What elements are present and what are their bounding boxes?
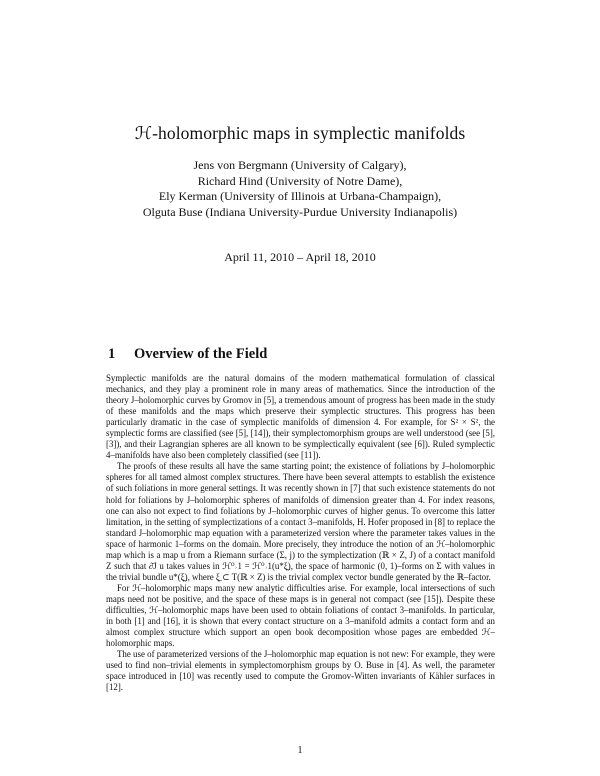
author-line: Ely Kerman (University of Illinois at Urbana-Champaign), bbox=[158, 189, 442, 203]
paragraph: The use of parameterized versions of the J–holomorphic map equation is not new: For example, they were used to find non–trivial elements in symplectomorphism groups by O. Buse in [4]. As well, the parameter space introduced in [10] was recently used to compute the Gromov-Witten invariants of Kähler surfaces in [12]. bbox=[106, 649, 495, 693]
author-line: Jens von Bergmann (University of Calgary), bbox=[193, 158, 407, 172]
section-title: Overview of the Field bbox=[134, 346, 268, 362]
author-line: Olguta Buse (Indiana University-Purdue University Indianapolis) bbox=[142, 204, 458, 219]
paragraph: Symplectic manifolds are the natural domains of the modern mathematical formulation of classical mechanics, and they play a prominent role in many areas of mathematics. Since the introduction of the theory J–holomorphic curves by Gromov in [5], a tremendous amount of progress has been made in the study of these manifolds and the maps which preserve their symplectic structures. This progress has been particularly dramatic in the case of symplectic manifolds of dimension 4. For example, for S² × S², the symplectic forms are classified (see [5], [14]), their symplectomorphism groups are well understood (see [5], [3]), and their Lagrangian spheres are all known to be symplectically equivalent (see [6]). Ruled symplectic 4–manifolds have also been completely classified (see [11]). bbox=[106, 373, 495, 461]
section-body bbox=[106, 373, 495, 693]
workshop-dates: April 11, 2010 – April 18, 2010 bbox=[224, 250, 376, 264]
paper-title: ℋ-holomorphic maps in symplectic manifolds bbox=[134, 123, 466, 143]
section-heading bbox=[108, 346, 267, 363]
author-line: Richard Hind (University of Notre Dame), bbox=[197, 173, 403, 188]
section-number: 1 bbox=[108, 346, 116, 362]
paragraph: The proofs of these results all have the same starting point; the existence of foliations by J–holomorphic spheres for all tamed almost complex structures. There have been several attempts to establish the existence of such foliations in more general settings. It was recently shown in [7] that such existence statements do not hold for foliations by J–holomorphic spheres of manifolds of dimension greater than 4. For index reasons, one can also not expect to find foliations by J–holomorphic curves of higher genus. To overcome this latter limitation, in the setting of symplectizations of a contact 3–manifolds, H. Hofer proposed in [8] to replace the standard J–holomorphic map equation with a parameterized version where the parameter takes values in the space of harmonic 1–forms on the domain. More precisely, they introduce the notion of an ℋ–holomorphic map which is a map u from a Riemann surface (Σ, j) to the symplectization (ℝ × Z, J) of a contact manifold Z such that ∂̄J u takes values in ℋ⁰˒1 = ℋ⁰˒1(u*ξ̲), the space of harmonic (0, 1)–forms on Σ with values in the trivial bundle u*(ξ̲), where ξ̲ ⊂ T(ℝ × Z) is the trivial complex vector bundle generated by the ℝ–factor. bbox=[106, 461, 495, 582]
paragraph: For ℋ–holomorphic maps many new analytic difficulties arise. For example, local intersections of such maps need not be positive, and the space of these maps is in general not compact (see [15]). Despite these difficulties, ℋ–holomorphic maps have been used to obtain foliations of contact 3–manifolds. In particular, in both [1] and [16], it is shown that every contact structure on a 3–manifold admits a contact form and an almost complex structure which support an open book decomposition whose pages are embedded ℋ–holomorphic maps. bbox=[106, 582, 495, 649]
author-list bbox=[0, 158, 600, 220]
page-number: 1 bbox=[297, 745, 303, 756]
